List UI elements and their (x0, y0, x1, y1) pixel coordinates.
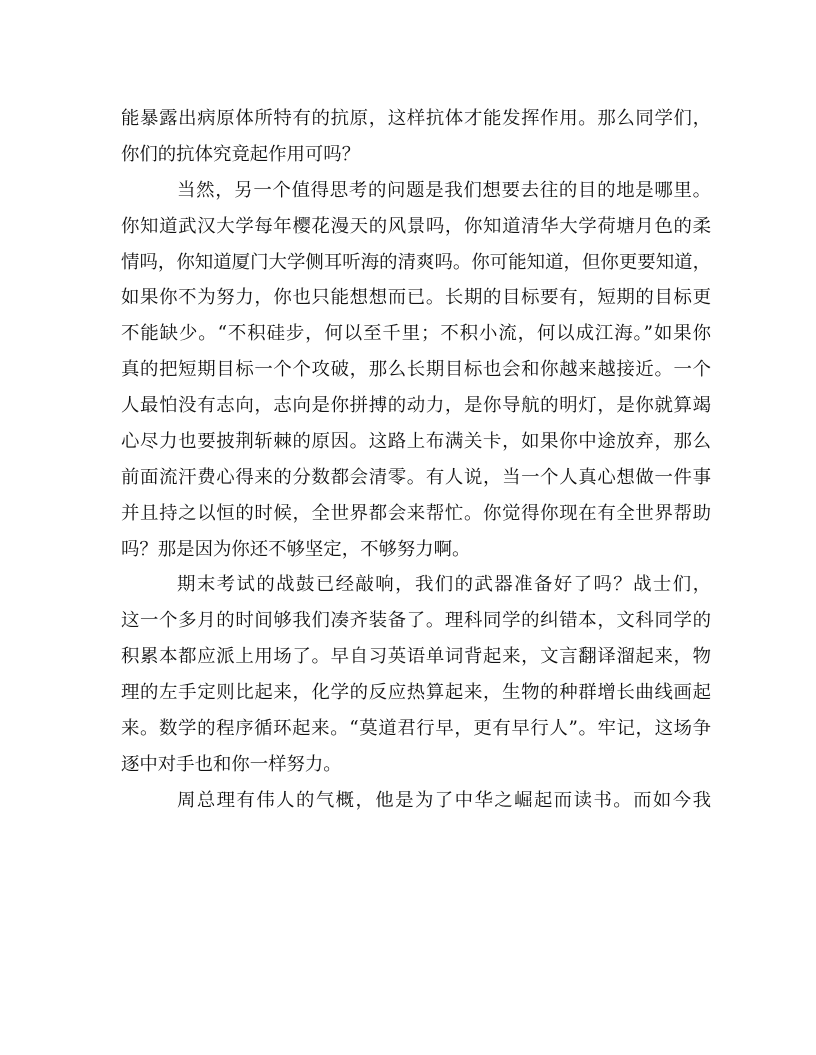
text-line: 如果你不为努力，你也只能想想而已。长期的目标要有，短期的目标更 (121, 287, 711, 309)
text-line: 理的左手定则比起来，化学的反应热算起来，生物的种群增长曲线画起 (121, 682, 711, 703)
text-line: 人最怕没有志向，志向是你拼搏的动力，是你导航的明灯，是你就算竭 (121, 395, 711, 416)
text-line: 真的把短期目标一个个攻破，那么长期目标也会和你越来越接近。一个 (121, 359, 711, 381)
body-text (121, 101, 711, 819)
text-line: 能暴露出病原体所特有的抗原，这样抗体才能发挥作用。那么同学们， (121, 108, 711, 129)
text-line: 来。数学的程序循环起来。“莫道君行早，更有早行人”。牢记，这场争 (121, 717, 711, 739)
text-line: 并且持之以恒的时候，全世界都会来帮忙。你觉得你现在有全世界帮助 (121, 502, 711, 524)
text-line: 积累本都应派上用场了。早自习英语单词背起来，文言翻译溜起来，物 (121, 646, 711, 668)
text-line: 你知道武汉大学每年樱花漫天的风景吗，你知道清华大学荷塘月色的柔 (121, 215, 711, 237)
paragraph-first-line: 当然，另一个值得思考的问题是我们想要去往的目的地是哪里。 (177, 179, 711, 201)
text-line: 吗？那是因为你还不够坚定，不够努力啊。 (121, 538, 471, 560)
text-line: 逐中对手也和你一样努力。 (121, 753, 342, 775)
text-line: 你们的抗体究竟起作用可吗？ (121, 143, 361, 165)
text-line: 前面流汗费心得来的分数都会清零。有人说，当一个人真心想做一件事 (121, 466, 711, 488)
paragraph-first-line: 期末考试的战鼓已经敲响，我们的武器准备好了吗？战士们， (177, 574, 711, 596)
text-line: 这一个多月的时间够我们凑齐装备了。理科同学的纠错本，文科同学的 (121, 610, 711, 632)
text-line: 情吗，你知道厦门大学侧耳听海的清爽吗。你可能知道，但你更要知道， (121, 251, 711, 273)
paragraph-first-line: 周总理有伟人的气概，他是为了中华之崛起而读书。而如今我 (177, 789, 711, 811)
text-line: 不能缺少。“不积硅步，何以至千里；不积小流，何以成江海。”如果你 (121, 323, 711, 345)
text-line: 心尽力也要披荆斩棘的原因。这路上布满关卡，如果你中途放弃，那么 (121, 430, 711, 452)
